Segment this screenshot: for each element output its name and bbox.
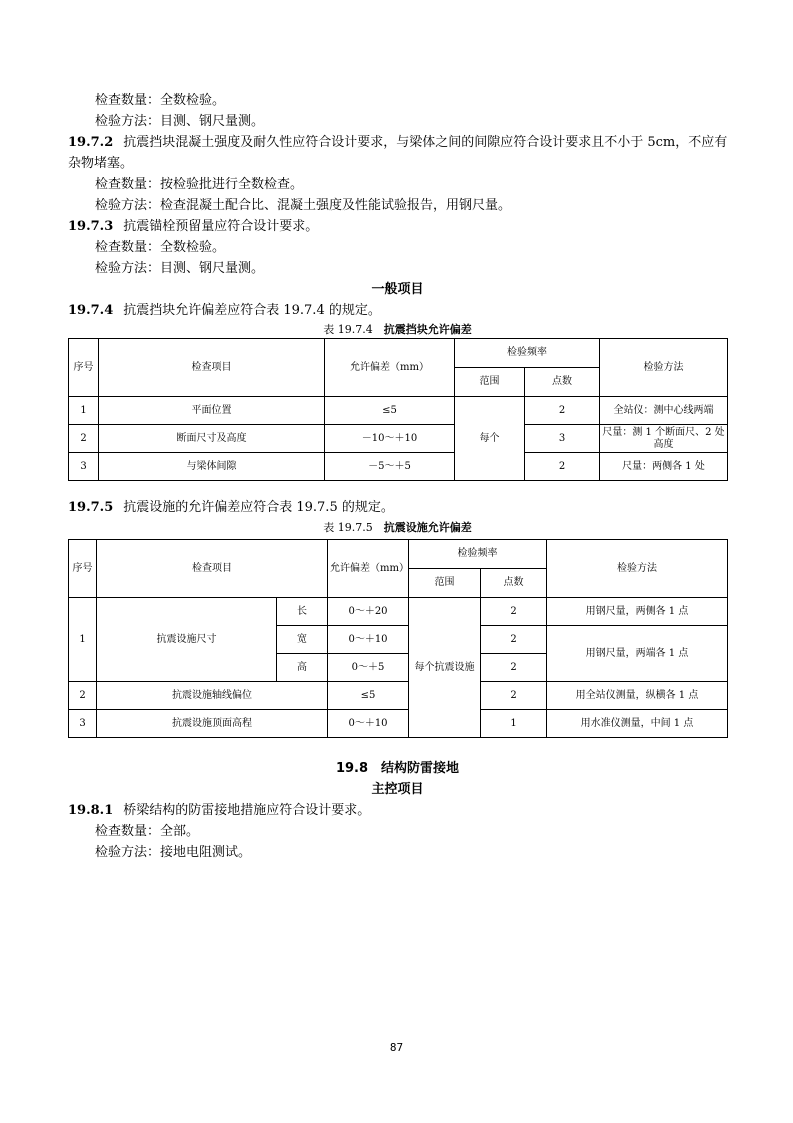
caption-number: 表 19.7.5 <box>323 521 373 534</box>
header-frequency: 检验频率 <box>455 339 600 368</box>
general-items-heading: 一般项目 <box>371 282 424 297</box>
clause-19-7-3 <box>68 218 318 236</box>
cell-item: 平面位置 <box>99 397 325 425</box>
clause-text: 抗震设施的允许偏差应符合表 19.7.5 的规定。 <box>123 500 394 515</box>
page-number: 87 <box>389 1041 404 1054</box>
header-range: 范围 <box>455 368 525 397</box>
table-19-7-4-caption <box>68 323 727 337</box>
cell-range: 每个抗震设施 <box>409 598 481 738</box>
header-method: 检验方法 <box>547 540 728 598</box>
clause-text: 抗震锚栓预留量应符合设计要求。 <box>123 219 319 234</box>
cell-sub-item: 长 <box>277 598 328 626</box>
cell-seq: 3 <box>69 710 97 738</box>
cell-points: 2 <box>525 453 600 481</box>
header-points: 点数 <box>481 569 547 598</box>
cell-item: 抗震设施顶面高程 <box>97 710 328 738</box>
cell-points: 2 <box>481 682 547 710</box>
cell-sub-item: 宽 <box>277 626 328 654</box>
cell-points: 2 <box>481 654 547 682</box>
check-method-line: 检验方法：检查混凝土配合比、混凝土强度及性能试验报告，用钢尺量。 <box>95 198 512 213</box>
clause-number: 19.7.2 <box>68 135 114 150</box>
table-row <box>69 710 728 738</box>
clause-number: 19.7.5 <box>68 500 114 515</box>
caption-number: 表 19.7.4 <box>323 323 373 336</box>
cell-item: 抗震设施尺寸 <box>97 598 277 682</box>
clause-number: 19.7.3 <box>68 219 114 234</box>
cell-points: 3 <box>525 425 600 453</box>
header-seq: 序号 <box>69 540 97 598</box>
check-method-line: 检验方法：接地电阻测试。 <box>95 845 252 860</box>
cell-method: 用水准仪测量，中间 1 点 <box>547 710 728 738</box>
header-tolerance: 允许偏差（mm） <box>325 339 455 397</box>
table-row <box>69 425 728 453</box>
check-quantity-line: 检查数量：全数检验。 <box>95 93 226 108</box>
clause-19-7-4 <box>68 302 381 320</box>
table-row <box>69 682 728 710</box>
check-quantity-line: 检查数量：全部。 <box>95 824 200 839</box>
clause-19-7-2 <box>68 134 727 152</box>
cell-seq: 1 <box>69 598 97 682</box>
cell-item: 抗震设施轴线偏位 <box>97 682 328 710</box>
clause-continuation: 杂物堵塞。 <box>68 156 134 171</box>
clause-text: 桥梁结构的防雷接地措施应符合设计要求。 <box>123 803 371 818</box>
clause-text: 抗震挡块允许偏差应符合表 19.7.4 的规定。 <box>123 303 381 318</box>
cell-method: 用钢尺量，两侧各 1 点 <box>547 598 728 626</box>
cell-item: 与梁体间隙 <box>99 453 325 481</box>
clause-19-8-1 <box>68 802 370 820</box>
table-19-7-5-caption <box>68 521 727 535</box>
cell-sub-item: 高 <box>277 654 328 682</box>
cell-tolerance: 0～＋10 <box>328 626 409 654</box>
cell-points: 2 <box>481 598 547 626</box>
table-19-7-5 <box>68 539 728 738</box>
cell-tolerance: ≤5 <box>328 682 409 710</box>
cell-tolerance: 0～＋5 <box>328 654 409 682</box>
cell-points: 2 <box>481 626 547 654</box>
cell-points: 1 <box>481 710 547 738</box>
cell-seq: 3 <box>69 453 99 481</box>
cell-points: 2 <box>525 397 600 425</box>
check-quantity-line: 检查数量：全数检验。 <box>95 240 226 255</box>
cell-range: 每个 <box>455 397 525 481</box>
cell-tolerance: 0～＋10 <box>328 710 409 738</box>
header-tolerance: 允许偏差（mm） <box>328 540 409 598</box>
main-items-heading: 主控项目 <box>371 782 424 797</box>
table-row <box>69 397 728 425</box>
header-frequency: 检验频率 <box>409 540 547 569</box>
cell-method: 尺量：测 1 个断面尺、2 处高度 <box>600 425 728 453</box>
cell-method: 全站仪：测中心线两端 <box>600 397 728 425</box>
clause-number: 19.8.1 <box>68 803 114 818</box>
cell-tolerance: 0～＋20 <box>328 598 409 626</box>
table-row <box>69 453 728 481</box>
cell-item: 断面尺寸及高度 <box>99 425 325 453</box>
cell-method: 用钢尺量，两端各 1 点 <box>547 626 728 682</box>
header-range: 范围 <box>409 569 481 598</box>
header-item: 检查项目 <box>97 540 328 598</box>
check-method-line: 检验方法：目测、钢尺量测。 <box>95 261 265 276</box>
cell-method: 用全站仪测量，纵横各 1 点 <box>547 682 728 710</box>
check-quantity-line: 检查数量：按检验批进行全数检查。 <box>95 177 304 192</box>
table-19-7-4 <box>68 338 728 481</box>
table-row <box>69 598 728 626</box>
caption-title: 抗震设施允许偏差 <box>383 521 472 534</box>
header-method: 检验方法 <box>600 339 728 397</box>
clause-number: 19.7.4 <box>68 303 114 318</box>
cell-tolerance: ≤5 <box>325 397 455 425</box>
header-seq: 序号 <box>69 339 99 397</box>
clause-19-7-5 <box>68 499 394 517</box>
check-method-line: 检验方法：目测、钢尺量测。 <box>95 114 265 129</box>
cell-seq: 2 <box>69 682 97 710</box>
cell-seq: 2 <box>69 425 99 453</box>
header-points: 点数 <box>525 368 600 397</box>
cell-tolerance: －10～＋10 <box>325 425 455 453</box>
cell-method: 尺量：两侧各 1 处 <box>600 453 728 481</box>
cell-tolerance: －5～＋5 <box>325 453 455 481</box>
cell-seq: 1 <box>69 397 99 425</box>
header-item: 检查项目 <box>99 339 325 397</box>
clause-text: 抗震挡块混凝土强度及耐久性应符合设计要求，与梁体之间的间隙应符合设计要求且不小于 5cm，不应有 <box>123 135 728 150</box>
caption-title: 抗震挡块允许偏差 <box>383 323 472 336</box>
section-19-8-heading: 19.8 结构防雷接地 <box>335 761 460 776</box>
